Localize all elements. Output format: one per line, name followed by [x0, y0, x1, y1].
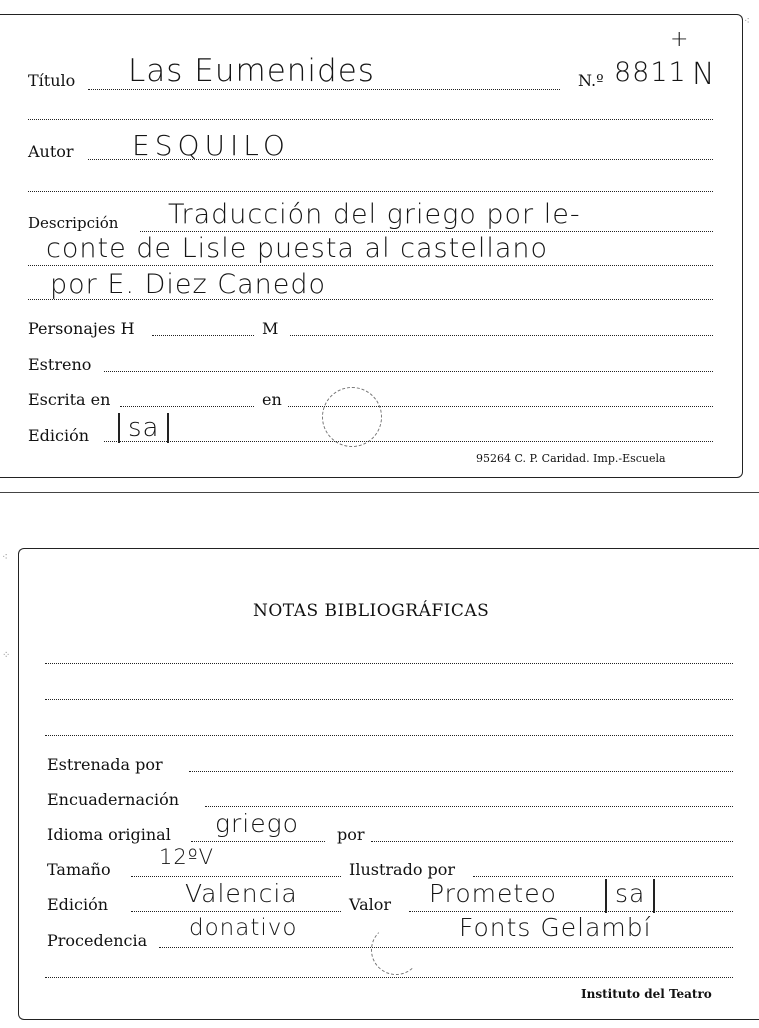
numero-cross: +: [670, 27, 690, 52]
card-separator: [0, 492, 759, 493]
descripcion-label: Descripción: [28, 214, 119, 232]
tamano-line: [131, 876, 341, 877]
procedencia-line: [159, 947, 733, 948]
autor-label: Autor: [28, 142, 74, 161]
valor-sa: sa: [605, 879, 655, 913]
tamano-value: 12ºV: [159, 845, 214, 869]
escrita-label: Escrita en: [28, 390, 111, 409]
idioma-line: [191, 841, 325, 842]
encuadernacion-line: [205, 806, 733, 807]
institute-mark: Instituto del Teatro: [581, 987, 712, 1001]
numero-suffix: N: [692, 57, 716, 92]
autor-value: ESQUILO: [132, 129, 290, 162]
personajes-m-line: [290, 335, 713, 336]
estrenada-label: Estrenada por: [47, 755, 163, 774]
edicion-back-value: Valencia: [185, 879, 298, 908]
encuadernacion-label: Encuadernación: [47, 790, 180, 809]
ilustrado-label: Ilustrado por: [349, 860, 456, 879]
procedencia-value: donativo: [189, 915, 298, 941]
blank-line: [45, 735, 733, 736]
valor-value: Prometeo: [429, 879, 557, 908]
descripcion-line-2: [28, 265, 713, 266]
estrenada-line: [189, 771, 733, 772]
idioma-value: griego: [215, 809, 299, 838]
faint-stamp-mark: [322, 387, 382, 447]
descripcion-line-1: [140, 231, 713, 232]
catalog-card-back: [18, 548, 759, 1020]
blank-line: [45, 663, 733, 664]
valor-line: [409, 911, 733, 912]
descripcion-value-2: conte de Lisle puesta al castellano: [46, 233, 549, 264]
escrita-en-label: en: [262, 390, 282, 409]
edicion-value: sa: [118, 413, 169, 443]
titulo-label: Título: [28, 71, 76, 90]
idioma-label: Idioma original: [47, 825, 171, 844]
procedencia-extra: Fonts Gelambí: [459, 913, 652, 942]
numero-label: N.º: [578, 71, 604, 90]
personajes-h-line: [152, 335, 254, 336]
titulo-value: Las Eumenides: [128, 53, 375, 89]
edicion-back-label: Edición: [47, 895, 109, 914]
scan-speck: ⁘: [2, 650, 11, 661]
personajes-label: Personajes H: [28, 319, 135, 338]
printer-mark: 95264 C. P. Caridad. Imp.-Escuela: [476, 452, 666, 465]
descripcion-value-3: por E. Diez Canedo: [50, 269, 327, 300]
scan-speck: ⁖: [744, 16, 750, 27]
edicion-label: Edición: [28, 426, 90, 445]
titulo-line: [88, 89, 560, 90]
estreno-label: Estreno: [28, 355, 92, 374]
estreno-line: [104, 371, 713, 372]
edicion-back-line: [131, 911, 341, 912]
numero-value: 8811: [614, 57, 687, 88]
notas-heading: NOTAS BIBLIOGRÁFICAS: [253, 601, 490, 621]
blank-line: [28, 119, 713, 120]
scan-speck: ⁖: [2, 552, 8, 563]
blank-line: [45, 699, 733, 700]
tamano-label: Tamaño: [47, 860, 111, 879]
ilustrado-line: [473, 876, 733, 877]
idioma-por-line: [371, 841, 733, 842]
idioma-por-label: por: [337, 825, 365, 844]
blank-line: [45, 977, 733, 978]
blank-line: [28, 191, 713, 192]
catalog-card-front: [0, 14, 743, 478]
procedencia-label: Procedencia: [47, 931, 148, 950]
personajes-m-label: M: [262, 319, 279, 338]
valor-label: Valor: [349, 895, 392, 914]
escrita-line: [120, 406, 254, 407]
faint-stamp-mark: [371, 925, 421, 975]
descripcion-value-1: Traducción del griego por le-: [168, 199, 581, 230]
edicion-line: [104, 441, 713, 442]
